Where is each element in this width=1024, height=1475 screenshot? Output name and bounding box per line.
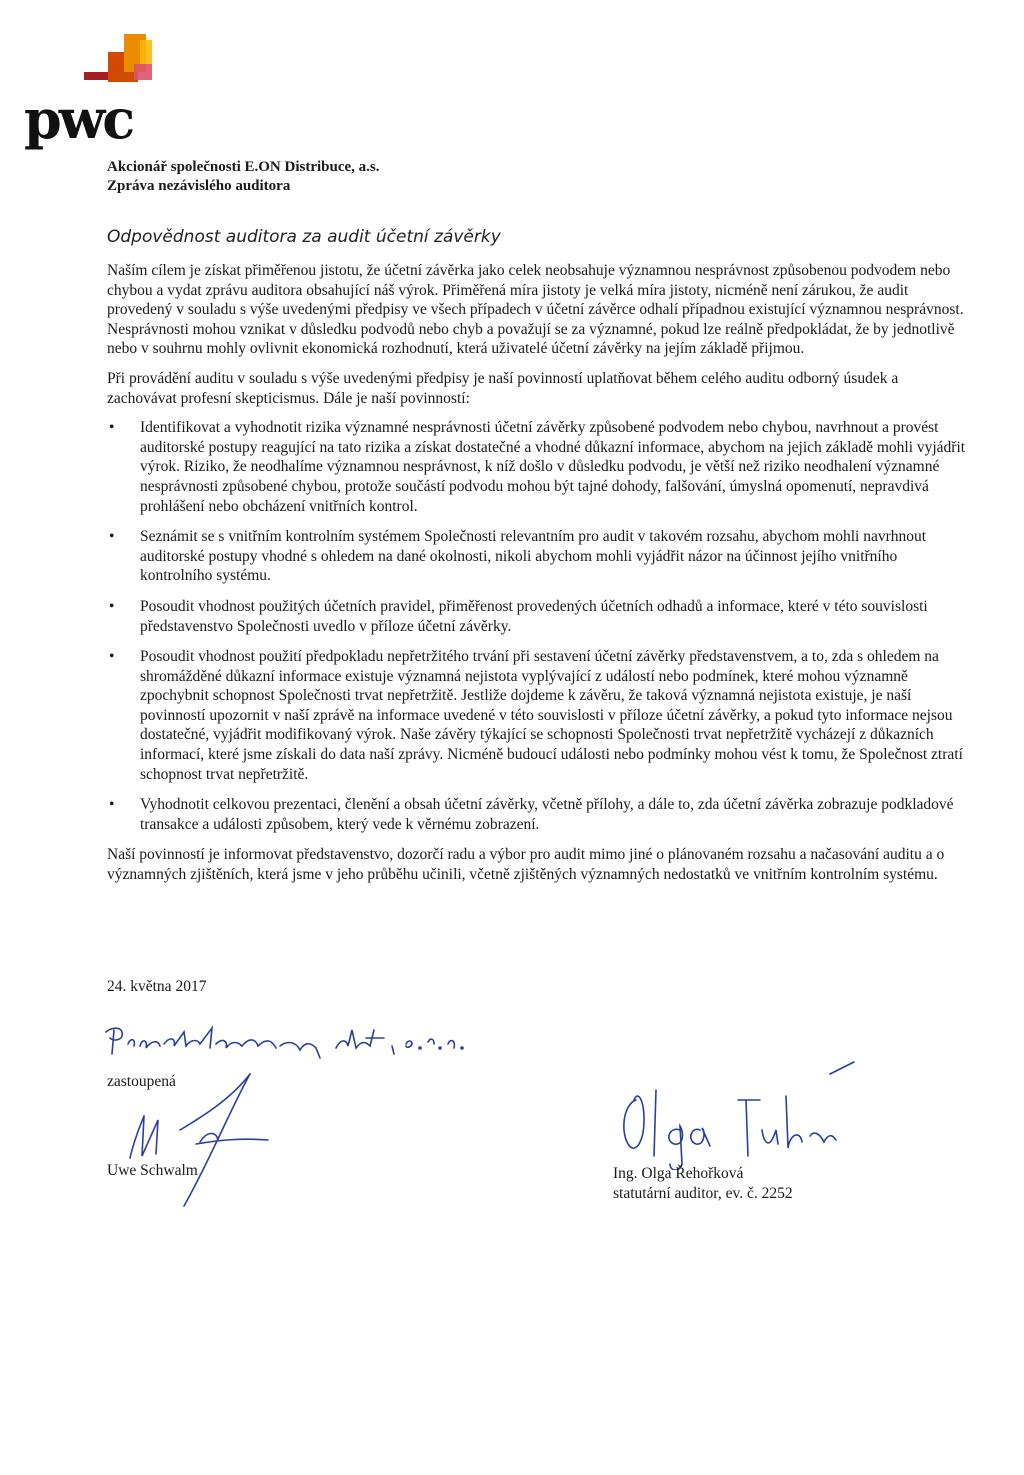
list-item-text: Posoudit vhodnost použitých účetních pravidel, přiměřenost provedených účetních odhadů a informace, které v této souvislosti představenstvo Společnosti uvedlo v příloze účetní závěrky. bbox=[140, 597, 928, 635]
bullet-icon: • bbox=[109, 419, 115, 437]
addressee-line: Akcionář společnosti E.ON Distribuce, a.s. bbox=[107, 159, 380, 175]
document-header bbox=[107, 158, 380, 196]
report-date: 24. května 2017 bbox=[107, 978, 207, 995]
responsibilities-list bbox=[107, 418, 967, 834]
report-body bbox=[107, 261, 967, 895]
list-item bbox=[107, 418, 967, 516]
right-signer-title: statutární auditor, ev. č. 2252 bbox=[613, 1184, 793, 1202]
list-item-text: Identifikovat a vyhodnotit rizika významné nesprávnosti účetní závěrky způsobené podvodem nebo chybou, navrhnout a provést auditorské postupy reagující na tato rizika a získat dostatečné a vhodné důkazní informace, abychom na jejich základě mohli vyjádřit výrok. Riziko, že neodhalíme významnou nesprávnost, k níž došlo v důsledku podvodu, je větší než riziko neodhalení významné nesprávnosti způsobené chybou, protože součástí podvodu mohou být tajné dohody, falšování, úmyslná opomenutí, nepravdivá prohlášení nebo obcházení vnitřních kontrol. bbox=[140, 419, 966, 515]
pwc-logo bbox=[24, 30, 164, 151]
company-handwritten-signature bbox=[100, 1010, 500, 1070]
logo-block-magenta bbox=[134, 64, 152, 80]
list-item-text: Seznámit se s vnitřním kontrolním systémem Společnosti relevantním pro audit v takovém rozsahu, abychom mohli navrhnout auditorské postupy vhodné s ohledem na dané okolnosti, nikoli abychom mohli vyjádřit názor na účinnost jejího vnitřního kontrolního systému. bbox=[140, 528, 927, 585]
list-item-text: Posoudit vhodnost použití předpokladu nepřetržitého trvání při sestavení účetní závěrky představenstvem, a to, zda s ohledem na shromážděné důkazní informace existuje významná nejistota vyplývající z událostí nebo podmínek, které mohou významně zpochybnit schopnost Společnosti trvat nepřetržitě. Jestliže dojdeme k závěru, že taková významná nejistota existuje, je naší povinností upozornit v naší zprávě na informace uvedené v této souvislosti v příloze účetní závěrky, a pokud tyto informace nejsou dostatečné, vyjádřit modifikovaný výrok. Naše závěry týkající se schopnosti Společnosti trvat nepřetržitě vycházejí z důkazních informací, které jsme získali do data naší zprávy. Nicméně budoucí události nebo podmínky mohou vést k tomu, že Společnost ztratí schopnost trvat nepřetržitě. bbox=[140, 648, 963, 783]
logo-block-amber bbox=[140, 40, 152, 64]
list-item bbox=[107, 647, 967, 784]
section-title: Odpovědnost auditora za audit účetní závěrky bbox=[107, 227, 501, 247]
bullet-icon: • bbox=[109, 597, 115, 615]
bullet-icon: • bbox=[109, 648, 115, 666]
paragraph-responsibilities: Při provádění auditu v souladu s výše uvedenými předpisy je naší povinností uplatňovat během celého auditu odborný úsudek a zachovávat profesní skepticismus. Dále je naší povinností: bbox=[107, 369, 899, 407]
report-title: Zpráva nezávislého auditora bbox=[107, 178, 291, 194]
bullet-icon: • bbox=[109, 528, 115, 546]
right-signer-name: Ing. Olga Řehořková bbox=[613, 1165, 744, 1182]
left-signer-name: Uwe Schwalm bbox=[107, 1162, 198, 1179]
list-item bbox=[107, 795, 967, 834]
pwc-wordmark: pwc bbox=[24, 87, 133, 151]
list-item bbox=[107, 527, 967, 586]
bullet-icon: • bbox=[109, 796, 115, 814]
paragraph-objective: Naším cílem je získat přiměřenou jistotu, že účetní závěrka jako celek neobsahuje významnou nesprávnost způsobenou podvodem nebo chybou a vydat zprávu auditora obsahující náš výrok. Přiměřená míra jistoty je velká míra jistoty, nicméně není zárukou, že audit provedený v souladu s výše uvedenými předpisy ve všech případech v účetní závěrce odhalí případnou existující významnou nesprávnost. Nesprávnosti mohou vznikat v důsledku podvodů nebo chyb a považují se za významné, pokud lze reálně předpokládat, že by jednotlivě nebo v souhrnu mohly ovlivnit ekonomická rozhodnutí, která uživatelé účetní závěrky na jejím základě přijmou. bbox=[107, 262, 964, 358]
list-item-text: Vyhodnotit celkovou prezentaci, členění a obsah účetní závěrky, včetně přílohy, a dále to, zda účetní závěrka zobrazuje podkladové transakce a události způsobem, který vede k věrnému zobrazení. bbox=[140, 796, 954, 833]
right-signer-block bbox=[613, 1164, 793, 1203]
list-item bbox=[107, 597, 967, 636]
right-handwritten-signature bbox=[600, 1060, 860, 1170]
left-handwritten-signature bbox=[100, 1070, 300, 1210]
paragraph-communication: Naší povinností je informovat představenstvo, dozorčí radu a výbor pro audit mimo jiné o plánovaném rozsahu a načasování auditu a o významných zjištěních, která jsme v jeho průběhu učinili, včetně zjištěných významných nedostatků ve vnitřním kontrolním systému. bbox=[107, 846, 945, 884]
represented-label: zastoupená bbox=[107, 1073, 176, 1090]
